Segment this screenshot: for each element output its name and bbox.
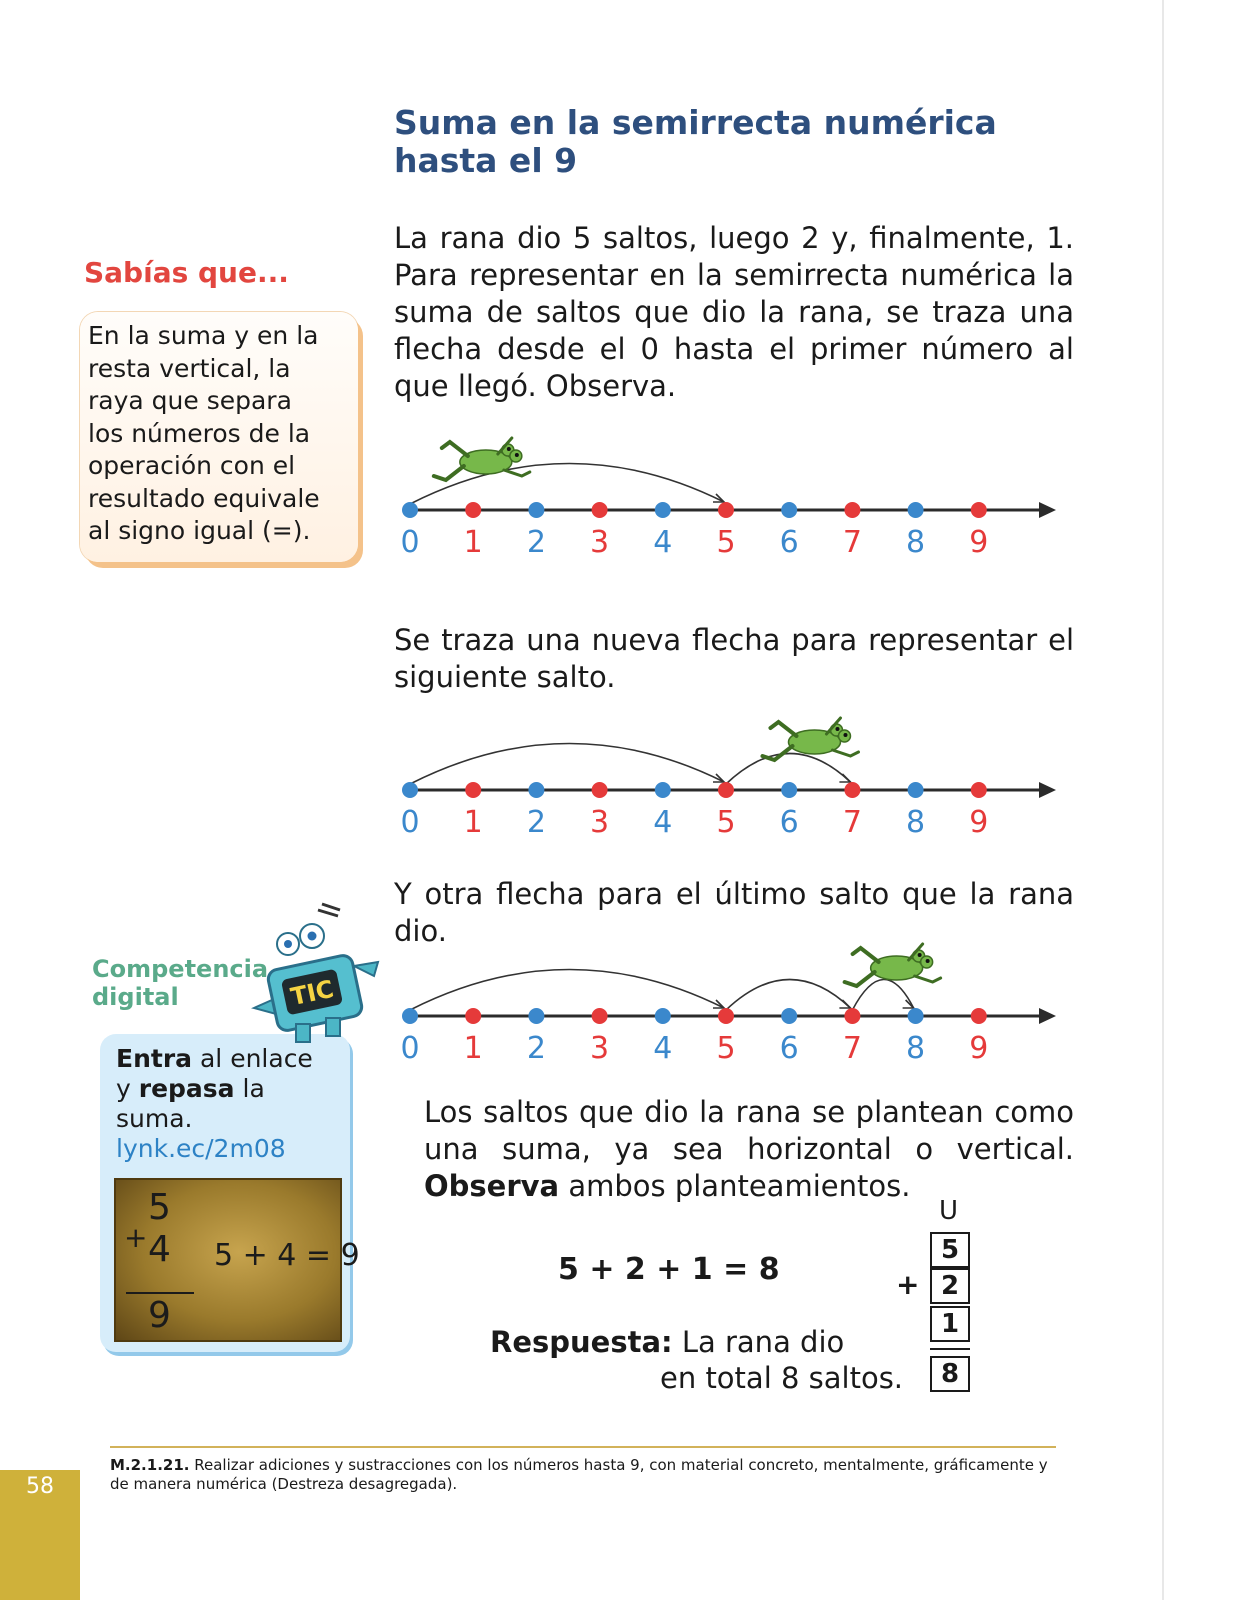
tick-label: 3 — [590, 525, 610, 560]
tick-dot — [402, 782, 418, 798]
jump-arc — [410, 743, 724, 784]
tick-dot — [402, 502, 418, 518]
chalkboard-image — [114, 1178, 360, 1342]
tick-label: 4 — [653, 805, 673, 840]
competencia-title-line-2: digital — [92, 983, 179, 1011]
competencia-link[interactable]: lynk.ec/2m08 — [116, 1134, 286, 1163]
tick-label: 7 — [842, 1031, 862, 1066]
axis-arrowhead — [1039, 502, 1056, 518]
sabias-que-line: En la suma y en la — [88, 321, 319, 350]
tick-label: 8 — [906, 1031, 926, 1066]
tick-dot — [908, 782, 924, 798]
tic-robot-icon — [250, 904, 390, 1054]
competencia-line-3: suma. — [116, 1104, 193, 1133]
tick-dot — [465, 502, 481, 518]
addend-box-2: 2 — [930, 1268, 970, 1304]
addend-box-3: 1 — [930, 1306, 970, 1342]
board-bottom-number: 4 — [148, 1229, 171, 1270]
axis-arrowhead — [1039, 1008, 1056, 1024]
tick-label: 6 — [779, 525, 799, 560]
tick-dot — [465, 1008, 481, 1024]
units-header: U — [939, 1196, 959, 1226]
vertical-sum — [890, 1196, 980, 1396]
tick-dot — [528, 782, 544, 798]
sabias-que-line: los números de la — [88, 418, 311, 448]
sum-explanation-paragraph — [424, 1094, 1074, 1205]
tick-label: 1 — [463, 805, 483, 840]
frog-icon — [762, 718, 858, 760]
addend-box-1: 5 — [930, 1232, 970, 1268]
tick-dot — [592, 502, 608, 518]
answer-label: Respuesta: — [490, 1325, 673, 1359]
tick-label: 3 — [590, 1031, 610, 1066]
tick-label: 9 — [969, 805, 989, 840]
footer-rule — [110, 1446, 1056, 1448]
sabias-que-line: operación con el — [88, 451, 296, 480]
tick-label: 9 — [969, 525, 989, 560]
horizontal-equation: 5 + 2 + 1 = 8 — [558, 1252, 780, 1287]
answer — [490, 1324, 903, 1396]
number-line-3 — [394, 938, 1094, 1078]
tick-label: 6 — [779, 1031, 799, 1066]
tick-label: 2 — [526, 525, 546, 560]
footer-skill — [110, 1456, 1056, 1494]
tick-label: 5 — [716, 805, 736, 840]
tick-dot — [781, 1008, 797, 1024]
tick-label: 1 — [463, 1031, 483, 1066]
answer-line-2: en total 8 saltos. — [660, 1361, 904, 1395]
repasa-rest: la — [242, 1074, 265, 1103]
tick-dot — [971, 1008, 987, 1024]
board-horizontal-sum: 5 + 4 = 9 — [214, 1238, 360, 1273]
sabias-que-line: resta vertical, la — [88, 353, 291, 383]
page-edge-rule — [1162, 0, 1164, 1600]
tick-label: 5 — [716, 525, 736, 560]
tick-label: 0 — [400, 525, 420, 560]
tick-dot — [908, 1008, 924, 1024]
title-line-2: hasta el 9 — [394, 141, 578, 180]
tick-dot — [528, 1008, 544, 1024]
page-number: 58 — [26, 1474, 54, 1499]
tick-dot — [844, 1008, 860, 1024]
tick-label: 7 — [842, 525, 862, 560]
frog-icon — [845, 944, 941, 986]
tick-dot — [971, 782, 987, 798]
axis-arrowhead — [1039, 782, 1056, 798]
tick-label: 8 — [906, 805, 926, 840]
intro-paragraph: La rana dio 5 saltos, luego 2 y, finalmente, 1. Para representar en la semirrecta numérica la suma de saltos que dio la rana, se traza una flecha desde el 0 hasta el primer número al que llegó. Observa. — [394, 221, 1074, 403]
repasa-pre: y — [116, 1074, 131, 1103]
tick-dot — [592, 782, 608, 798]
section-title — [394, 104, 1034, 180]
svg-text:TIC: TIC — [288, 974, 337, 1012]
second-jump-paragraph: Se traza una nueva flecha para representar el siguiente salto. — [394, 623, 1074, 694]
skill-code: M.2.1.21. — [110, 1456, 190, 1474]
board-result-number: 9 — [148, 1295, 171, 1336]
tick-label: 4 — [653, 525, 673, 560]
tick-dot — [655, 502, 671, 518]
tick-label: 2 — [526, 805, 546, 840]
competencia-title-line-1: Competencia — [92, 955, 269, 983]
tick-label: 2 — [526, 1031, 546, 1066]
frog-icon — [434, 438, 530, 480]
page-number-tab — [0, 1470, 80, 1600]
tick-label: 9 — [969, 1031, 989, 1066]
answer-line-1 — [490, 1324, 903, 1360]
tick-label: 0 — [400, 1031, 420, 1066]
tick-dot — [655, 1008, 671, 1024]
board-plus-sign: + — [124, 1221, 148, 1254]
entra-rest: al enlace — [199, 1044, 313, 1073]
tick-dot — [844, 782, 860, 798]
tick-dot — [781, 782, 797, 798]
sabias-que-title: Sabías que... — [84, 256, 289, 289]
tick-label: 6 — [779, 805, 799, 840]
board-result-line — [126, 1292, 194, 1294]
number-line-1 — [394, 432, 1094, 572]
answer-text-1: La rana dio — [681, 1325, 845, 1359]
tick-dot — [655, 782, 671, 798]
tick-dot — [718, 782, 734, 798]
sabias-que-text — [88, 320, 356, 548]
tick-dot — [528, 502, 544, 518]
sabias-que-line: al signo igual (=). — [88, 516, 311, 545]
tick-label: 4 — [653, 1031, 673, 1066]
skill-text: Realizar adiciones y sustracciones con los números hasta 9, con material concreto, mentalmente, gráficamente y de manera numérica (Destreza desagregada). — [110, 1456, 1048, 1493]
tick-dot — [844, 502, 860, 518]
jump-arc — [726, 753, 850, 784]
result-box: 8 — [930, 1356, 970, 1392]
tick-dot — [971, 502, 987, 518]
entra-bold: Entra — [116, 1044, 193, 1073]
tick-label: 7 — [842, 805, 862, 840]
sum-line — [930, 1348, 970, 1350]
sabias-que-box — [80, 312, 358, 562]
competencia-digital-title — [92, 955, 268, 1011]
sabias-que-line: raya que separa — [88, 386, 292, 415]
tick-dot — [718, 1008, 734, 1024]
tick-dot — [402, 1008, 418, 1024]
number-line-2 — [394, 712, 1094, 852]
last-jump-paragraph: Y otra flecha para el último salto que la rana dio. — [394, 877, 1074, 948]
tick-dot — [781, 502, 797, 518]
sabias-que-line: resultado equivale — [88, 483, 320, 513]
tick-label: 1 — [463, 525, 483, 560]
competencia-text — [116, 1044, 313, 1164]
plus-sign: + — [896, 1268, 920, 1301]
sum-explanation-text-a: Los saltos que dio la rana se plantean como una suma, ya sea horizontal o vertical. — [424, 1095, 1074, 1166]
repasa-bold: repasa — [138, 1074, 235, 1103]
jump-arc — [410, 969, 724, 1010]
tick-dot — [592, 1008, 608, 1024]
sum-explanation-bold: Observa — [424, 1169, 560, 1203]
tick-dot — [465, 782, 481, 798]
jump-arc — [726, 979, 850, 1010]
board-top-number: 5 — [148, 1187, 171, 1228]
competencia-line-2 — [116, 1074, 313, 1104]
tick-dot — [908, 502, 924, 518]
tick-label: 0 — [400, 805, 420, 840]
tick-label: 5 — [716, 1031, 736, 1066]
sum-explanation-text-b: ambos planteamientos. — [568, 1169, 911, 1203]
tick-dot — [718, 502, 734, 518]
tick-label: 3 — [590, 805, 610, 840]
tick-label: 8 — [906, 525, 926, 560]
title-line-1: Suma en la semirrecta numérica — [394, 103, 997, 142]
